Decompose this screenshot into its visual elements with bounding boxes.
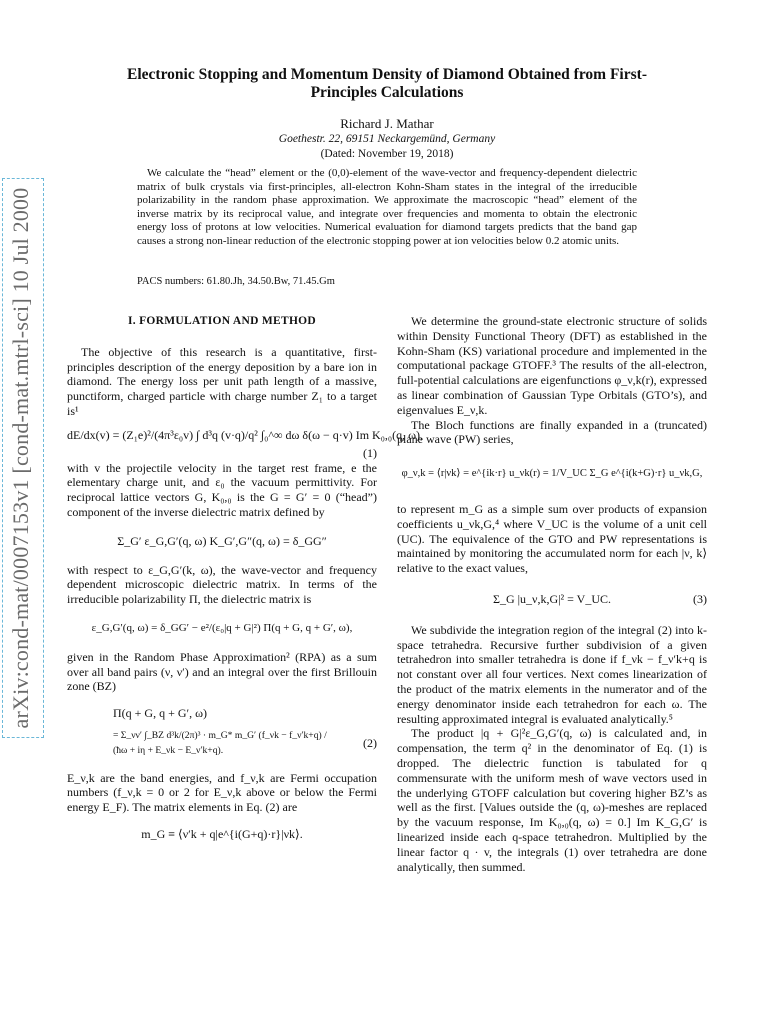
- pacs-numbers: PACS numbers: 61.80.Jh, 34.50.Bw, 71.45.Gm: [137, 276, 335, 287]
- equation-line: = Σ_νν′ ∫_BZ d³k/(2π)³ · m_G* m_G′ (f_νk − f_ν′k+q) / (ħω + iη + E_νk − E_ν′k+q).: [113, 729, 327, 756]
- equation-number: (2): [363, 736, 377, 751]
- paper-title: Electronic Stopping and Momentum Density of Diamond Obtained from First-Principles Calculations: [127, 66, 647, 101]
- equation-dielectric: ε_G,G′(q, ω) = δ_GG′ − e²/(ε₀|q + G|²) Π(q + G, q + G′, ω),: [91, 621, 353, 634]
- author: Richard J. Mathar: [340, 116, 434, 131]
- equation-bloch: φ_ν,k = ⟨r|νk⟩ = e^{ik·r} u_νk(r) = 1/V_UC Σ_G e^{i(k+G)·r} u_νk,G,: [401, 468, 703, 480]
- paragraph: The Bloch functions are finally expanded in a (truncated) plane wave (PW) series,: [397, 417, 707, 447]
- paragraph: given in the Random Phase Approximation² (RPA) as a sum over all band pairs (ν, ν′) and an integral over the first Brillouin zone (BZ): [67, 649, 377, 694]
- equation-body: Σ_G |u_ν,k,G|² = V_UC.: [492, 591, 612, 606]
- abstract: We calculate the “head” element or the (0,0)-element of the wave-vector and frequency-dependent dielectric matrix of bulk crystals via first-principles, all-electron Kohn-Sham states in the integral of the irreducible polarizability in the random phase approximation. We approximate the macroscopic “head” element of the inverse matrix by its reciprocal value, and integrate over frequencies and momenta to obtain the electronic energy loss of protons at low velocities. Numerical evaluation for diamond targets predicts that the band gap causes a strong non-linear reduction of the electronic stopping power at ion velocities below 0.2 atomic units.: [137, 167, 637, 247]
- dated-line: (Dated: November 19, 2018): [320, 148, 454, 160]
- equation-matrix-element: m_G ≡ ⟨ν′k + q|e^{i(G+q)·r}|νk⟩.: [141, 826, 303, 841]
- paragraph: E_ν,k are the band energies, and f_ν,k are Fermi occupation numbers (f_ν,k = 0 or 2 for E_ν,k above or below the Fermi energy E_F). The matrix elements in Eq. (2) are: [67, 770, 377, 815]
- paragraph: We subdivide the integration region of the integral (2) into k-space tetrahedra. Recursive further subdivision of a given tetrahedron into smaller tetrahedra is done if f_νk − f_ν′k+q is not constant over all four vertices. Next comes linearization of the product of the matrix elements in the numerator and of the energy denominator inside each tetrahedron for each ω. The resulting approximated integral is evaluated analytically.⁵: [397, 622, 707, 726]
- equation-2: [113, 706, 377, 758]
- equation-number: (1): [363, 445, 377, 460]
- paragraph: We determine the ground-state electronic structure of solids within Density Functional Theory (DFT) as established in the Kohn-Sham (KS) variational procedure and implemented in the computational package GTOFF.³ The results of the all-electron, full-potential calculations are eigenfunctions φ_ν,k(r), expressed as linear combination of Gaussian Type Orbitals (GTO’s), and eigenvalues E_ν,k.: [397, 314, 707, 417]
- author-address: Goethestr. 22, 69151 Neckargemünd, Germany: [278, 133, 496, 145]
- equation-number: (3): [693, 591, 707, 606]
- equation-1: [67, 427, 423, 460]
- equation-body: dE/dx(v) = (Z₁e)²/(4π³ε₀v) ∫ d³q (v·q)/q² ∫₀^∞ dω δ(ω − q·v) Im K₀,₀(q, ω),: [67, 427, 423, 442]
- equation-3: [397, 592, 707, 607]
- paragraph: The objective of this research is a quantitative, first-principles description of the energy deposition by a bare ion in diamond. The energy loss per unit path length of a massive, punctiform, charged particle with charge number Z₁ to a target is¹: [67, 344, 377, 418]
- paragraph: with respect to ε_G,G′(k, ω), the wave-vector and frequency dependent microscopic dielectric matrix. In terms of the irreducible polarizability Π, the dielectric matrix is: [67, 562, 377, 607]
- right-column: [397, 314, 707, 874]
- equation-inverse: Σ_G′ ε_G,G′(q, ω) K_G′,G″(q, ω) = δ_GG″: [117, 533, 327, 548]
- paragraph: The product |q + G|²ε_G,G′(q, ω) is calculated and, in compensation, the term q² in the denominator of Eq. (1) is dropped. The dielectric function is tabulated for q commensurate with the uniform mesh of wave vectors used in the underlying GTOFF calculation but covering higher BZ’s as well as the first. [Values outside the (q, ω)-meshes are replaced by the vacuum response, Im K₀,₀(q, ω) = 0.] Im K_G,G′ is linearized inside each q-space tetrahedron. Multiplied by the linear factor q · v, the integrals (1) over tetrahedra are done analytically, then summed.: [397, 726, 707, 874]
- left-column: [67, 314, 423, 851]
- equation-line: Π(q + G, q + G′, ω): [113, 706, 208, 721]
- paragraph: with v the projectile velocity in the target rest frame, e the elementary charge unit, and ε₀ the vacuum permittivity. For reciprocal lattice vectors G, K₀,₀ is the G = G′ = 0 (“head”) component of the inverse dielectric matrix defined by: [67, 460, 377, 519]
- paragraph: to represent m_G as a simple sum over products of expansion coefficients u_νk,G,⁴ where V_UC is the volume of a unit cell (UC). The equivalence of the GTO and PW representations is maintained by monitoring the accumulated norm for each |ν, k⟩ relative to the exact values,: [397, 501, 707, 576]
- arxiv-identifier: arXiv:cond-mat/0007153v1 [cond-mat.mtrl-sci] 10 Jul 2000: [8, 187, 33, 729]
- section-heading: I. FORMULATION AND METHOD: [127, 315, 317, 327]
